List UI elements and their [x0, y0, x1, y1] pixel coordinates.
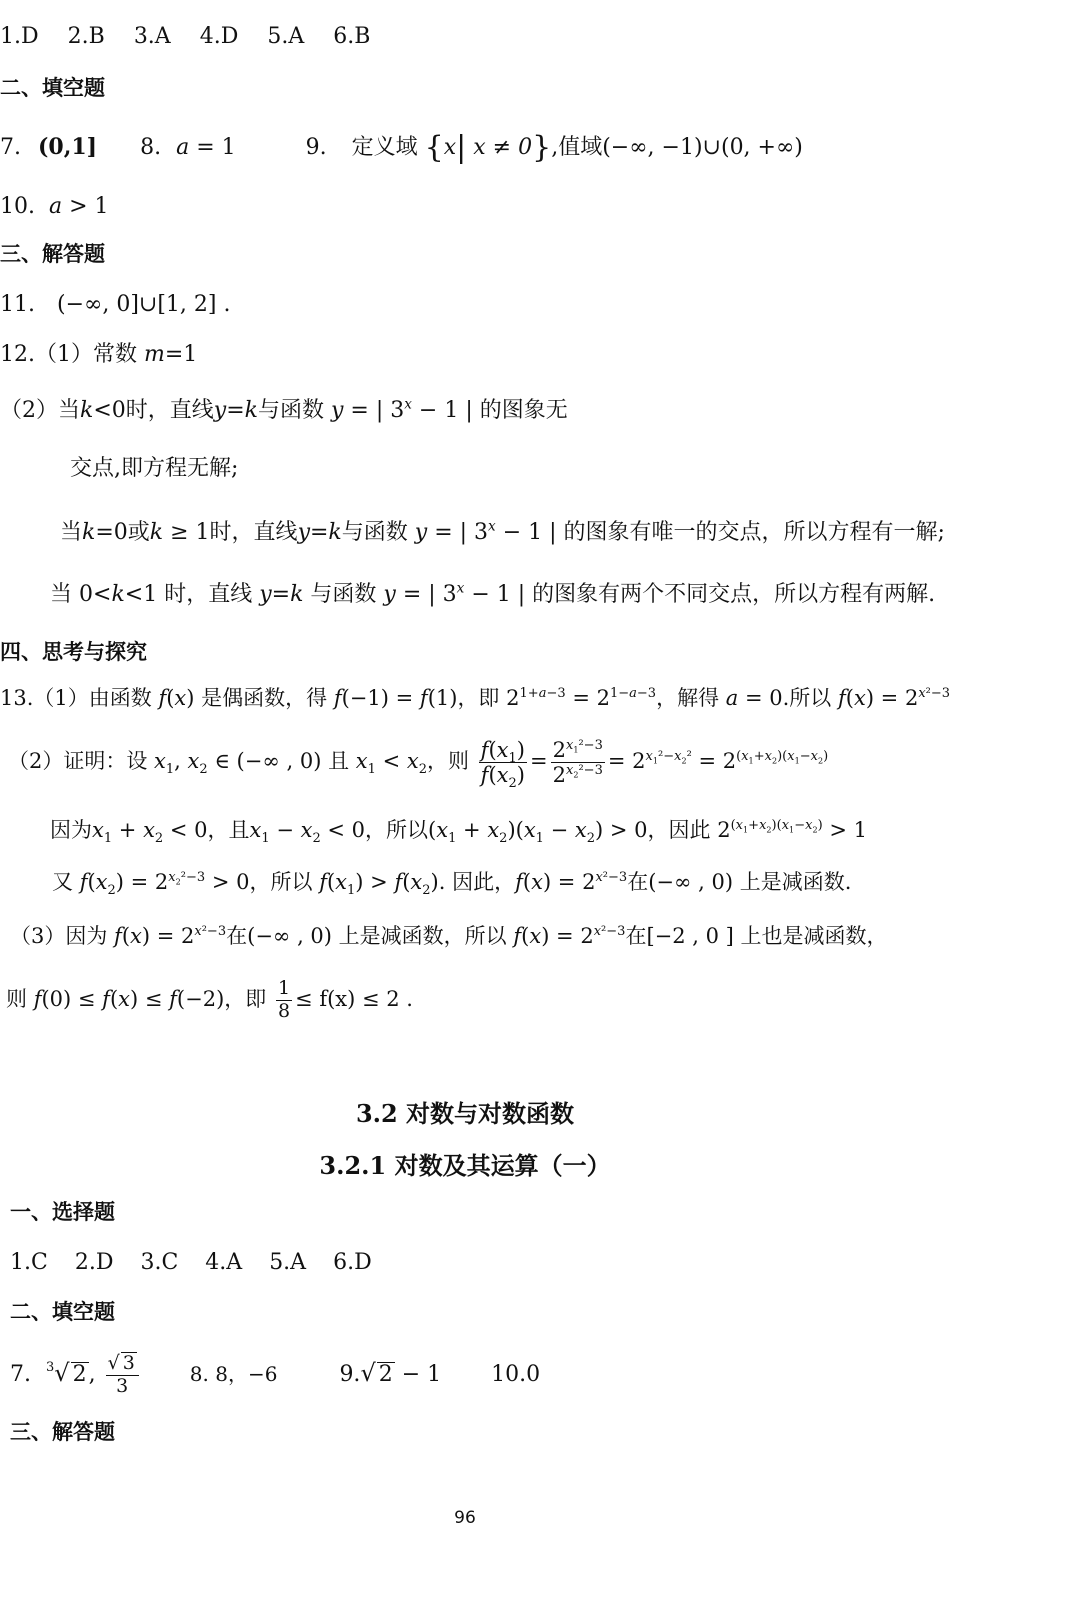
text: 因为: [50, 818, 92, 842]
math: $f(x) = 2^{x^2-3}$: [513, 924, 626, 948]
text: ，即: [457, 686, 507, 710]
choice-answers-row: [10, 1250, 372, 1276]
text: 的图象无: [472, 398, 568, 423]
text: 且: [321, 749, 356, 774]
math: (−∞ , 0): [247, 924, 332, 948]
answer: 3.A: [133, 24, 171, 49]
text: .所以: [782, 686, 838, 710]
math: y = | $3^x - 1$ |: [383, 580, 526, 607]
text: 与函数: [341, 520, 415, 545]
math: k: [149, 520, 164, 545]
q13-part3-cont: [6, 978, 413, 1023]
answer: 4.D: [199, 24, 239, 49]
text: ，所以: [365, 818, 429, 842]
q8-answer: = 1: [189, 135, 236, 160]
text: 又: [52, 870, 80, 894]
text: ，因此: [647, 818, 718, 842]
text: （3）因为: [10, 924, 115, 948]
q13-part3: [10, 924, 888, 949]
math: y=k: [213, 398, 258, 423]
text: ，所以: [249, 870, 320, 894]
math: $f(x) = 2^{x^2-3}$: [114, 924, 227, 948]
q8-variable: a: [176, 135, 190, 160]
math: f(x): [158, 686, 195, 710]
math: $f(x) = 2^{x^2-3}$: [515, 870, 628, 894]
q11-row: 11. (−∞, 0]∪[1, 2] .: [0, 292, 231, 317]
q13-part2: （2）证明：设 $x_1$, $x_2$ ∈ (−∞ , 0) 且 $x_1 < x_2$，则 $\frac{f(x_1)}{f(x_2)}$ = $\frac{2^{x_1^2-3}}{2^{x_2^2-3}}$ = $2^{x_1^2-x_2^2} = 2^{(x_1+x_2)(x_1-x_2)}$: [8, 738, 829, 792]
q-number: 9.: [339, 1361, 361, 1387]
math: $x_1 < x_2$: [355, 749, 427, 778]
math: k: [80, 398, 94, 423]
text: 上也是减函数，: [733, 924, 888, 948]
frac-num: 1: [277, 977, 291, 999]
math: [−2 , 0 ]: [646, 924, 734, 948]
q13-part2-cont1: [50, 818, 867, 847]
math: f(0) ≤ f(x) ≤ f(−2): [33, 986, 225, 1011]
answer: 1.D: [0, 24, 39, 49]
text: ，解得: [656, 686, 726, 710]
text: =1: [164, 342, 198, 367]
answer: 3.C: [140, 1250, 179, 1275]
q10-answer: > 1: [62, 194, 109, 219]
text: ≥ 1时，直线: [163, 520, 298, 545]
math: f(−1) = f(1): [333, 686, 458, 710]
text: 12.（1）常数: [0, 342, 144, 367]
section-heading-fill: 二、填空题: [0, 76, 105, 100]
text: 是偶函数，得: [194, 686, 334, 710]
math: a = 0: [725, 686, 783, 710]
answer: 5.A: [269, 1250, 307, 1275]
q12-part1: [0, 342, 197, 368]
q13-part2-cont2: [52, 870, 852, 899]
q9-set-cond: x ≠ 0: [466, 135, 533, 160]
math: $f(x) = 2^{x^2-3}$: [837, 686, 951, 710]
q9-label-domain: 定义域: [351, 135, 418, 160]
answer: 5.A: [267, 24, 305, 49]
math: y = | $3^x - 1$ |: [330, 396, 473, 423]
q-number: 10.: [0, 194, 35, 219]
q8-answer: 8. 8，−6: [189, 1361, 278, 1386]
fraction: $\frac{√ 3}{3}$: [106, 1352, 139, 1398]
text: 的图象有唯一的交点，所以方程有一解;: [556, 520, 945, 545]
text: . 因此，: [438, 870, 516, 894]
text: （2）证明：设: [8, 749, 155, 774]
section-title: 3.2 对数与对数函数: [355, 1099, 575, 1128]
fraction: [276, 978, 292, 1023]
q10-answer: 10.0: [491, 1361, 541, 1387]
math: $x_1$, $x_2$ ∈ (−∞ , 0): [154, 749, 322, 778]
q7-answer: (0,1]: [38, 134, 98, 160]
q10-row: [0, 194, 109, 220]
math: $x_1 - x_2 < 0$: [249, 818, 366, 847]
q-number: 7.: [10, 1361, 31, 1387]
fraction: $\frac{2^{x_1^2-3}}{2^{x_2^2-3}}$: [552, 738, 603, 788]
q12-part4: [50, 582, 935, 608]
q9-set-var: x: [443, 135, 457, 160]
math: $2^{(x_1+x_2)(x_1-x_2)} > 1$: [717, 818, 867, 842]
fill-answers-row: 7. (0,1] 8. a = 1 9. 定义域 {x| x ≠ 0},值域(−∞, −1)∪(0, +∞): [0, 130, 803, 165]
var-m: m: [143, 342, 165, 367]
text: 当: [60, 520, 83, 545]
frac-den: 8: [277, 999, 291, 1022]
text: 当 0<: [50, 582, 112, 607]
text: ，则: [426, 749, 476, 774]
q-number: 8.: [140, 135, 162, 160]
text: ，即: [224, 986, 273, 1011]
text: <1 时，直线: [124, 582, 260, 607]
section-subtitle: 3.2.1 对数及其运算（一）: [319, 1151, 611, 1180]
answer: 1.C: [10, 1250, 48, 1275]
text: 与函数: [303, 582, 384, 607]
math: $(x_1 + x_2)(x_1 - x_2) > 0$: [428, 818, 648, 847]
answer: 2.B: [67, 24, 105, 49]
fraction: $\frac{f(x_1)}{f(x_2)}$: [480, 738, 525, 792]
text: 则: [6, 986, 34, 1011]
math: (−∞ , 0): [648, 870, 734, 894]
radicand: 2: [72, 1361, 87, 1387]
fill-answers-row-2: 7. $^3$√ 2, $\frac{√ 3}{3}$ 8. 8，−6 9.√ 2 − 1 10.0: [10, 1352, 541, 1397]
text: <0时，直线: [93, 398, 214, 423]
section-heading-fill-2: 二、填空题: [10, 1300, 115, 1324]
choice-answers-row: [0, 24, 370, 50]
math: $f(x_2) = 2^{x_2^2-3} > 0$: [79, 870, 250, 899]
text: （2）当: [0, 398, 80, 423]
text: ≤ f(x) ≤ 2 .: [295, 986, 413, 1011]
math: y=k: [259, 582, 304, 607]
separator: ,: [88, 1361, 96, 1387]
answer: 6.B: [333, 24, 371, 49]
page-number: 96: [454, 1508, 476, 1528]
q-number: 9.: [305, 135, 327, 160]
q12-part3: [60, 520, 945, 546]
q12-part2: [0, 398, 568, 424]
text: 上是减函数，所以: [332, 924, 514, 948]
q13-part1: [0, 686, 950, 711]
q-number: 7.: [0, 135, 21, 160]
root-index: 3: [46, 1359, 55, 1375]
answer: 2.D: [74, 1250, 114, 1275]
radicand: 2: [378, 1361, 393, 1387]
q9-range: (−∞, −1)∪(0, +∞): [602, 135, 803, 160]
text: 在: [625, 924, 647, 948]
text: 与函数: [257, 398, 331, 423]
section-heading-choice: 一、选择题: [10, 1200, 115, 1224]
answer: 4.A: [205, 1250, 243, 1275]
math: $f(x_1) > f(x_2)$: [319, 870, 439, 899]
frac-den: 3: [116, 1374, 129, 1397]
section-heading-solve: 三、解答题: [0, 242, 105, 266]
math: y=k: [297, 520, 342, 545]
text: ，且: [207, 818, 250, 842]
radicand: 3: [122, 1352, 135, 1374]
math: $2^{1+a-3} = 2^{1-a-3}$: [506, 686, 657, 710]
text: 在: [627, 870, 649, 894]
section-heading-think: 四、思考与探究: [0, 640, 147, 664]
q12-part2-cont: 交点,即方程无解;: [70, 456, 239, 481]
q9-answer: − 1: [394, 1361, 442, 1387]
math: y = | $3^x - 1$ |: [414, 518, 557, 545]
answer: 6.D: [333, 1250, 372, 1275]
math: $x_1 + x_2 < 0$: [92, 818, 208, 847]
q10-variable: a: [49, 194, 63, 219]
text: 在: [226, 924, 248, 948]
section-heading-solve-2: 三、解答题: [10, 1420, 115, 1444]
text: 13.（1）由函数: [0, 686, 159, 710]
text: =0或: [95, 520, 150, 545]
math: k: [82, 520, 96, 545]
math: k: [111, 582, 125, 607]
text: 的图象有两个不同交点，所以方程有两解.: [525, 582, 936, 607]
text: 上是减函数.: [733, 870, 852, 894]
q9-label-range: ,值域: [551, 135, 603, 160]
